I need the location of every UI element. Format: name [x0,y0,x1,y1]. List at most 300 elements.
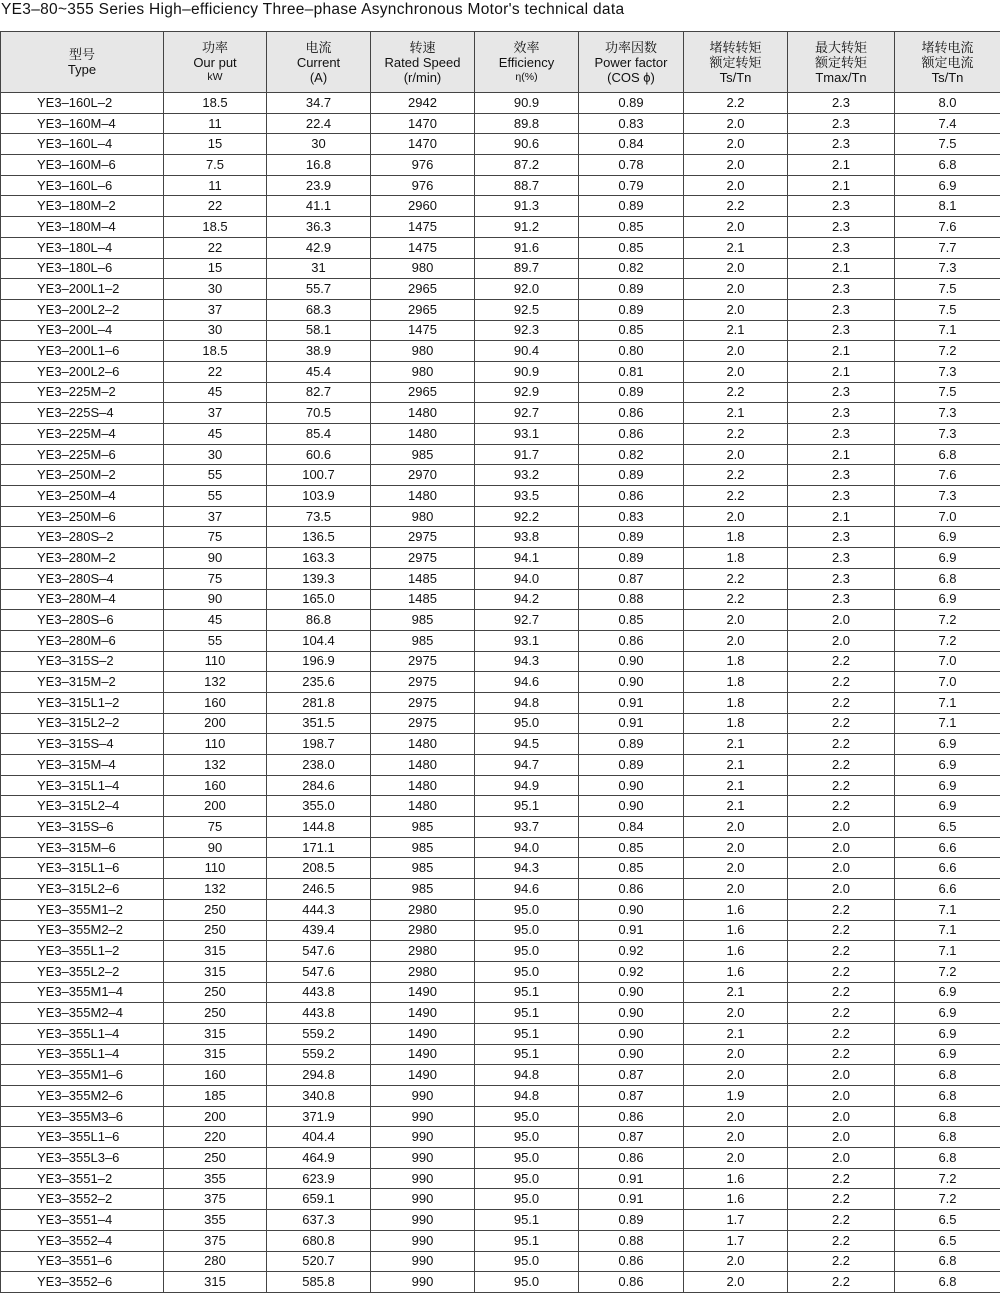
cell-type: YE3–160L–4 [1,134,164,155]
cell-ts-tn: 2.0 [684,113,788,134]
cell-power-factor: 0.89 [579,548,684,569]
cell-efficiency: 95.0 [475,1272,579,1293]
cell-current-a: 547.6 [267,941,371,962]
table-row [1,486,1000,507]
cell-efficiency: 93.7 [475,817,579,838]
table-row [1,155,1000,176]
cell-rated-speed: 1480 [371,755,475,776]
cell-ts-tn: 2.1 [684,775,788,796]
cell-ts-tn: 2.0 [684,341,788,362]
cell-type: YE3–250M–2 [1,465,164,486]
cell-tmax-tn: 2.2 [788,1210,895,1231]
cell-tmax-tn: 2.3 [788,548,895,569]
cell-power-factor: 0.89 [579,465,684,486]
cell-is-in: 6.5 [895,817,1000,838]
cell-efficiency: 88.7 [475,175,579,196]
cell-tmax-tn: 2.1 [788,258,895,279]
cell-current-a: 36.3 [267,217,371,238]
cell-is-in: 6.8 [895,1148,1000,1169]
cell-rated-speed: 1490 [371,1023,475,1044]
cell-output-kw: 15 [164,134,267,155]
table-row [1,527,1000,548]
cell-is-in: 7.3 [895,486,1000,507]
cell-ts-tn: 2.0 [684,1272,788,1293]
cell-rated-speed: 985 [371,837,475,858]
cell-rated-speed: 2975 [371,692,475,713]
cell-efficiency: 95.0 [475,899,579,920]
cell-type: YE3–315S–6 [1,817,164,838]
cell-current-a: 38.9 [267,341,371,362]
cell-current-a: 139.3 [267,568,371,589]
table-row [1,941,1000,962]
cell-output-kw: 37 [164,403,267,424]
cell-is-in: 7.5 [895,279,1000,300]
cell-ts-tn: 2.0 [684,858,788,879]
table-row [1,548,1000,569]
cell-efficiency: 95.1 [475,796,579,817]
cell-ts-tn: 1.6 [684,961,788,982]
cell-rated-speed: 1470 [371,113,475,134]
cell-rated-speed: 990 [371,1148,475,1169]
cell-tmax-tn: 2.3 [788,424,895,445]
cell-efficiency: 94.1 [475,548,579,569]
cell-tmax-tn: 2.3 [788,382,895,403]
cell-is-in: 7.2 [895,1168,1000,1189]
cell-power-factor: 0.89 [579,734,684,755]
cell-current-a: 444.3 [267,899,371,920]
cell-tmax-tn: 2.0 [788,1106,895,1127]
cell-power-factor: 0.84 [579,134,684,155]
cell-tmax-tn: 2.2 [788,982,895,1003]
cell-is-in: 7.3 [895,424,1000,445]
cell-tmax-tn: 2.2 [788,1003,895,1024]
cell-ts-tn: 1.8 [684,692,788,713]
cell-current-a: 585.8 [267,1272,371,1293]
cell-efficiency: 91.7 [475,444,579,465]
cell-tmax-tn: 2.0 [788,630,895,651]
cell-efficiency: 94.9 [475,775,579,796]
table-row [1,1148,1000,1169]
column-header-line: Ts/Tn [684,70,787,85]
cell-power-factor: 0.86 [579,1251,684,1272]
cell-output-kw: 45 [164,382,267,403]
cell-power-factor: 0.90 [579,899,684,920]
cell-output-kw: 280 [164,1251,267,1272]
cell-tmax-tn: 2.0 [788,1065,895,1086]
cell-rated-speed: 985 [371,630,475,651]
cell-output-kw: 132 [164,672,267,693]
cell-ts-tn: 2.1 [684,734,788,755]
cell-is-in: 7.1 [895,692,1000,713]
cell-tmax-tn: 2.0 [788,858,895,879]
cell-rated-speed: 976 [371,155,475,176]
cell-output-kw: 7.5 [164,155,267,176]
cell-ts-tn: 1.6 [684,941,788,962]
cell-output-kw: 250 [164,1003,267,1024]
cell-output-kw: 22 [164,196,267,217]
cell-type: YE3–355L1–4 [1,1044,164,1065]
cell-ts-tn: 2.1 [684,755,788,776]
cell-output-kw: 90 [164,837,267,858]
cell-efficiency: 91.3 [475,196,579,217]
cell-power-factor: 0.85 [579,610,684,631]
table-row [1,424,1000,445]
cell-current-a: 238.0 [267,755,371,776]
cell-ts-tn: 2.2 [684,486,788,507]
cell-efficiency: 92.7 [475,610,579,631]
cell-is-in: 6.9 [895,775,1000,796]
cell-power-factor: 0.78 [579,155,684,176]
column-header-output-kw [164,32,267,93]
table-row [1,1168,1000,1189]
cell-ts-tn: 1.8 [684,527,788,548]
cell-power-factor: 0.91 [579,1189,684,1210]
cell-is-in: 6.9 [895,796,1000,817]
cell-output-kw: 200 [164,1106,267,1127]
cell-current-a: 41.1 [267,196,371,217]
cell-efficiency: 94.2 [475,589,579,610]
cell-ts-tn: 2.0 [684,299,788,320]
cell-efficiency: 95.1 [475,1210,579,1231]
cell-is-in: 6.8 [895,1127,1000,1148]
cell-power-factor: 0.89 [579,93,684,114]
cell-is-in: 6.8 [895,1251,1000,1272]
table-header [1,32,1000,93]
cell-type: YE3–355M2–4 [1,1003,164,1024]
cell-power-factor: 0.86 [579,1106,684,1127]
table-row [1,403,1000,424]
cell-power-factor: 0.83 [579,506,684,527]
cell-output-kw: 22 [164,237,267,258]
cell-power-factor: 0.90 [579,796,684,817]
cell-rated-speed: 976 [371,175,475,196]
cell-output-kw: 315 [164,961,267,982]
cell-rated-speed: 1480 [371,734,475,755]
cell-is-in: 7.5 [895,382,1000,403]
cell-rated-speed: 1490 [371,1065,475,1086]
cell-is-in: 6.9 [895,982,1000,1003]
cell-rated-speed: 980 [371,258,475,279]
cell-tmax-tn: 2.2 [788,899,895,920]
cell-efficiency: 95.1 [475,1044,579,1065]
cell-power-factor: 0.89 [579,279,684,300]
cell-power-factor: 0.85 [579,858,684,879]
cell-tmax-tn: 2.3 [788,403,895,424]
cell-output-kw: 18.5 [164,217,267,238]
cell-type: YE3–315L2–6 [1,879,164,900]
cell-output-kw: 15 [164,258,267,279]
cell-efficiency: 94.8 [475,1086,579,1107]
cell-output-kw: 45 [164,610,267,631]
cell-output-kw: 110 [164,734,267,755]
table-row [1,258,1000,279]
cell-ts-tn: 2.0 [684,630,788,651]
cell-type: YE3–315L1–4 [1,775,164,796]
cell-is-in: 7.0 [895,672,1000,693]
cell-efficiency: 90.9 [475,361,579,382]
cell-type: YE3–280M–6 [1,630,164,651]
cell-tmax-tn: 2.1 [788,175,895,196]
cell-type: YE3–160M–4 [1,113,164,134]
cell-output-kw: 200 [164,713,267,734]
cell-ts-tn: 1.6 [684,899,788,920]
cell-output-kw: 30 [164,320,267,341]
column-header-line: kW [164,70,266,85]
cell-type: YE3–355M1–6 [1,1065,164,1086]
cell-tmax-tn: 2.0 [788,1127,895,1148]
cell-output-kw: 37 [164,506,267,527]
cell-is-in: 6.5 [895,1210,1000,1231]
column-header-current-a [267,32,371,93]
column-header-line: (COS ϕ) [579,70,683,85]
cell-current-a: 404.4 [267,1127,371,1148]
cell-type: YE3–3552–2 [1,1189,164,1210]
cell-efficiency: 90.4 [475,341,579,362]
cell-tmax-tn: 2.2 [788,941,895,962]
cell-power-factor: 0.89 [579,196,684,217]
column-header-line: 额定转矩 [684,55,787,70]
cell-type: YE3–280S–6 [1,610,164,631]
cell-output-kw: 355 [164,1210,267,1231]
cell-type: YE3–355L1–6 [1,1127,164,1148]
cell-rated-speed: 1490 [371,1044,475,1065]
cell-type: YE3–200L2–6 [1,361,164,382]
cell-tmax-tn: 2.3 [788,465,895,486]
cell-tmax-tn: 2.2 [788,1044,895,1065]
cell-output-kw: 55 [164,465,267,486]
cell-tmax-tn: 2.2 [788,1251,895,1272]
cell-output-kw: 250 [164,982,267,1003]
cell-is-in: 7.1 [895,899,1000,920]
cell-rated-speed: 990 [371,1168,475,1189]
cell-efficiency: 93.2 [475,465,579,486]
table-row [1,1086,1000,1107]
cell-is-in: 7.2 [895,341,1000,362]
cell-current-a: 100.7 [267,465,371,486]
cell-is-in: 6.9 [895,1003,1000,1024]
cell-tmax-tn: 2.0 [788,879,895,900]
table-row [1,796,1000,817]
cell-rated-speed: 2965 [371,299,475,320]
cell-tmax-tn: 2.2 [788,1272,895,1293]
cell-efficiency: 95.0 [475,1148,579,1169]
cell-ts-tn: 1.8 [684,548,788,569]
cell-is-in: 6.6 [895,879,1000,900]
cell-power-factor: 0.85 [579,320,684,341]
cell-type: YE3–200L2–2 [1,299,164,320]
cell-type: YE3–3551–6 [1,1251,164,1272]
cell-power-factor: 0.92 [579,941,684,962]
cell-efficiency: 95.0 [475,941,579,962]
cell-output-kw: 315 [164,1044,267,1065]
cell-ts-tn: 2.0 [684,1065,788,1086]
cell-rated-speed: 990 [371,1106,475,1127]
cell-power-factor: 0.85 [579,837,684,858]
cell-tmax-tn: 2.1 [788,444,895,465]
cell-ts-tn: 1.7 [684,1230,788,1251]
column-header-line: Type [1,62,163,77]
cell-ts-tn: 2.2 [684,568,788,589]
cell-efficiency: 92.9 [475,382,579,403]
cell-ts-tn: 2.1 [684,796,788,817]
cell-tmax-tn: 2.1 [788,341,895,362]
column-header-line: 最大转矩 [788,40,894,55]
cell-rated-speed: 1480 [371,775,475,796]
table-row [1,217,1000,238]
table-row [1,1065,1000,1086]
cell-type: YE3–3551–4 [1,1210,164,1231]
cell-type: YE3–200L–4 [1,320,164,341]
cell-efficiency: 93.1 [475,630,579,651]
cell-is-in: 6.9 [895,548,1000,569]
cell-ts-tn: 2.2 [684,382,788,403]
cell-ts-tn: 2.2 [684,589,788,610]
table-row [1,237,1000,258]
cell-power-factor: 0.89 [579,527,684,548]
cell-current-a: 547.6 [267,961,371,982]
cell-current-a: 637.3 [267,1210,371,1231]
cell-rated-speed: 2970 [371,465,475,486]
cell-rated-speed: 980 [371,341,475,362]
cell-is-in: 6.8 [895,1106,1000,1127]
table-row [1,382,1000,403]
cell-type: YE3–355M1–4 [1,982,164,1003]
cell-current-a: 34.7 [267,93,371,114]
cell-efficiency: 94.6 [475,672,579,693]
cell-current-a: 82.7 [267,382,371,403]
cell-is-in: 7.3 [895,258,1000,279]
cell-is-in: 7.0 [895,651,1000,672]
cell-current-a: 443.8 [267,982,371,1003]
cell-efficiency: 95.0 [475,1189,579,1210]
cell-power-factor: 0.88 [579,589,684,610]
column-header-line: 额定转矩 [788,55,894,70]
cell-ts-tn: 2.1 [684,403,788,424]
cell-efficiency: 95.0 [475,920,579,941]
table-row [1,879,1000,900]
cell-output-kw: 30 [164,444,267,465]
cell-power-factor: 0.91 [579,1168,684,1189]
cell-efficiency: 94.3 [475,651,579,672]
table-row [1,465,1000,486]
cell-is-in: 7.4 [895,113,1000,134]
cell-ts-tn: 2.0 [684,610,788,631]
cell-current-a: 559.2 [267,1044,371,1065]
cell-power-factor: 0.84 [579,817,684,838]
cell-current-a: 351.5 [267,713,371,734]
cell-rated-speed: 2980 [371,941,475,962]
cell-is-in: 7.1 [895,320,1000,341]
cell-type: YE3–180L–6 [1,258,164,279]
cell-efficiency: 94.5 [475,734,579,755]
cell-output-kw: 110 [164,651,267,672]
cell-power-factor: 0.86 [579,1148,684,1169]
cell-efficiency: 91.6 [475,237,579,258]
cell-rated-speed: 985 [371,879,475,900]
cell-output-kw: 160 [164,1065,267,1086]
cell-type: YE3–225M–2 [1,382,164,403]
table-row [1,134,1000,155]
cell-is-in: 7.7 [895,237,1000,258]
column-header-line: 额定电流 [895,55,1000,70]
cell-output-kw: 11 [164,175,267,196]
cell-type: YE3–315M–2 [1,672,164,693]
cell-rated-speed: 985 [371,858,475,879]
table-row [1,899,1000,920]
cell-is-in: 7.1 [895,713,1000,734]
cell-power-factor: 0.85 [579,237,684,258]
column-header-ts-tn [684,32,788,93]
table-body [1,93,1000,1293]
cell-tmax-tn: 2.0 [788,1148,895,1169]
cell-type: YE3–315L2–2 [1,713,164,734]
cell-is-in: 6.6 [895,837,1000,858]
cell-tmax-tn: 2.3 [788,113,895,134]
column-header-power-factor [579,32,684,93]
cell-power-factor: 0.90 [579,1003,684,1024]
cell-rated-speed: 990 [371,1189,475,1210]
cell-is-in: 7.6 [895,465,1000,486]
cell-efficiency: 87.2 [475,155,579,176]
cell-current-a: 371.9 [267,1106,371,1127]
cell-current-a: 23.9 [267,175,371,196]
cell-is-in: 6.9 [895,734,1000,755]
cell-rated-speed: 1485 [371,589,475,610]
cell-power-factor: 0.86 [579,424,684,445]
cell-is-in: 7.3 [895,361,1000,382]
cell-ts-tn: 1.7 [684,1210,788,1231]
column-header-line: 功率因数 [579,40,683,55]
cell-output-kw: 355 [164,1168,267,1189]
cell-power-factor: 0.91 [579,692,684,713]
cell-is-in: 7.0 [895,506,1000,527]
cell-tmax-tn: 2.1 [788,155,895,176]
cell-rated-speed: 2965 [371,382,475,403]
cell-type: YE3–315M–4 [1,755,164,776]
cell-rated-speed: 2975 [371,672,475,693]
cell-current-a: 439.4 [267,920,371,941]
table-row [1,1044,1000,1065]
column-header-line: Tmax/Tn [788,70,894,85]
cell-rated-speed: 2975 [371,651,475,672]
table-row [1,1023,1000,1044]
table-row [1,589,1000,610]
cell-is-in: 7.2 [895,1189,1000,1210]
column-header-type [1,32,164,93]
cell-output-kw: 18.5 [164,341,267,362]
cell-efficiency: 95.1 [475,1023,579,1044]
cell-tmax-tn: 2.2 [788,920,895,941]
table-row [1,734,1000,755]
cell-ts-tn: 2.0 [684,1106,788,1127]
table-row [1,837,1000,858]
cell-ts-tn: 1.8 [684,713,788,734]
cell-rated-speed: 1480 [371,486,475,507]
cell-ts-tn: 2.0 [684,1127,788,1148]
cell-output-kw: 37 [164,299,267,320]
cell-type: YE3–355L1–4 [1,1023,164,1044]
cell-is-in: 8.0 [895,93,1000,114]
column-header-line: Our put [164,55,266,70]
cell-efficiency: 95.0 [475,1127,579,1148]
cell-current-a: 235.6 [267,672,371,693]
cell-power-factor: 0.90 [579,651,684,672]
cell-efficiency: 95.0 [475,1251,579,1272]
column-header-line: (A) [267,70,370,85]
column-header-efficiency [475,32,579,93]
cell-efficiency: 95.0 [475,713,579,734]
cell-is-in: 6.9 [895,175,1000,196]
